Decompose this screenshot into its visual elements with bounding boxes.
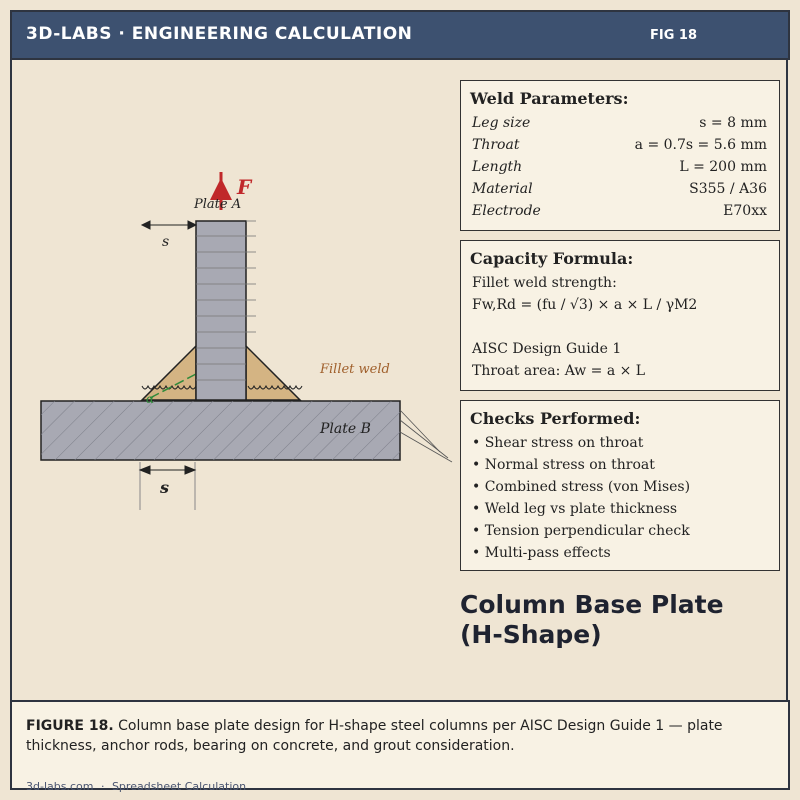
- formula-line: Fw,Rd = (fu / √3) × a × L / γM2: [472, 297, 698, 313]
- check-item: • Tension perpendicular check: [472, 523, 690, 539]
- param-key: Material: [472, 181, 533, 197]
- param-row: [472, 115, 767, 135]
- param-value: E70xx: [723, 203, 767, 219]
- param-row: [472, 137, 767, 157]
- param-key: Electrode: [472, 203, 541, 219]
- check-item: • Normal stress on throat: [472, 457, 655, 473]
- plate-b-label: Plate B: [320, 421, 371, 437]
- check-item: • Shear stress on throat: [472, 435, 644, 451]
- fillet-weld-label: Fillet weld: [320, 362, 390, 377]
- param-value: S355 / A36: [689, 181, 767, 197]
- main-title: [460, 590, 780, 650]
- figure-tag: FIG 18: [650, 28, 698, 43]
- param-key: Length: [472, 159, 523, 175]
- plate-a: [196, 221, 246, 400]
- dimension-bottom-label: s: [160, 478, 170, 497]
- param-row: [472, 203, 767, 223]
- formula-line: Throat area: Aw = a × L: [472, 363, 646, 379]
- param-key: Leg size: [472, 115, 531, 131]
- param-key: Throat: [472, 137, 520, 153]
- fillet-weld-right: [246, 346, 300, 400]
- check-item: • Combined stress (von Mises): [472, 479, 691, 495]
- angle-label: α: [146, 392, 155, 406]
- main-title-line-1: Column Base Plate: [460, 590, 724, 619]
- main-title-line-2: (H-Shape): [460, 620, 602, 649]
- plate-a-label: Plate A: [194, 197, 242, 212]
- caption-text: Column base plate design for H-shape steel columns per AISC Design Guide 1 — plate thickness, anchor rods, bearing on concrete, and grout consideration.: [26, 718, 723, 754]
- checks-performed-title: Checks Performed:: [470, 409, 641, 428]
- dimension-top: [142, 221, 196, 229]
- capacity-formula-panel: [460, 240, 780, 391]
- force-label: F: [237, 175, 252, 199]
- param-value: L = 200 mm: [679, 159, 767, 175]
- formula-line: AISC Design Guide 1: [472, 341, 622, 357]
- param-value: a = 0.7s = 5.6 mm: [634, 137, 767, 153]
- caption-box: [10, 700, 790, 793]
- param-row: [472, 181, 767, 201]
- check-item: • Multi-pass effects: [472, 545, 611, 561]
- formula-line: Fillet weld strength:: [472, 275, 617, 291]
- figure-caption: [26, 716, 782, 756]
- capacity-formula-title: Capacity Formula:: [470, 249, 634, 268]
- param-value: s = 8 mm: [699, 115, 767, 131]
- weld-parameters-panel: [460, 80, 780, 231]
- footer-site: 3d-labs.com: [26, 780, 94, 793]
- footer-section: Spreadsheet Calculation: [111, 780, 247, 793]
- caption-label: FIGURE 18.: [26, 718, 114, 734]
- checks-performed-panel: [460, 400, 780, 571]
- check-item: • Weld leg vs plate thickness: [472, 501, 678, 517]
- weld-parameters-title: Weld Parameters:: [470, 89, 629, 108]
- footer: [26, 780, 246, 793]
- plate-b-leaders: [400, 410, 452, 462]
- footer-separator: ·: [100, 780, 105, 793]
- brand-title: 3D-LABS · ENGINEERING CALCULATION: [26, 24, 413, 44]
- param-row: [472, 159, 767, 179]
- dimension-top-label: s: [162, 234, 170, 250]
